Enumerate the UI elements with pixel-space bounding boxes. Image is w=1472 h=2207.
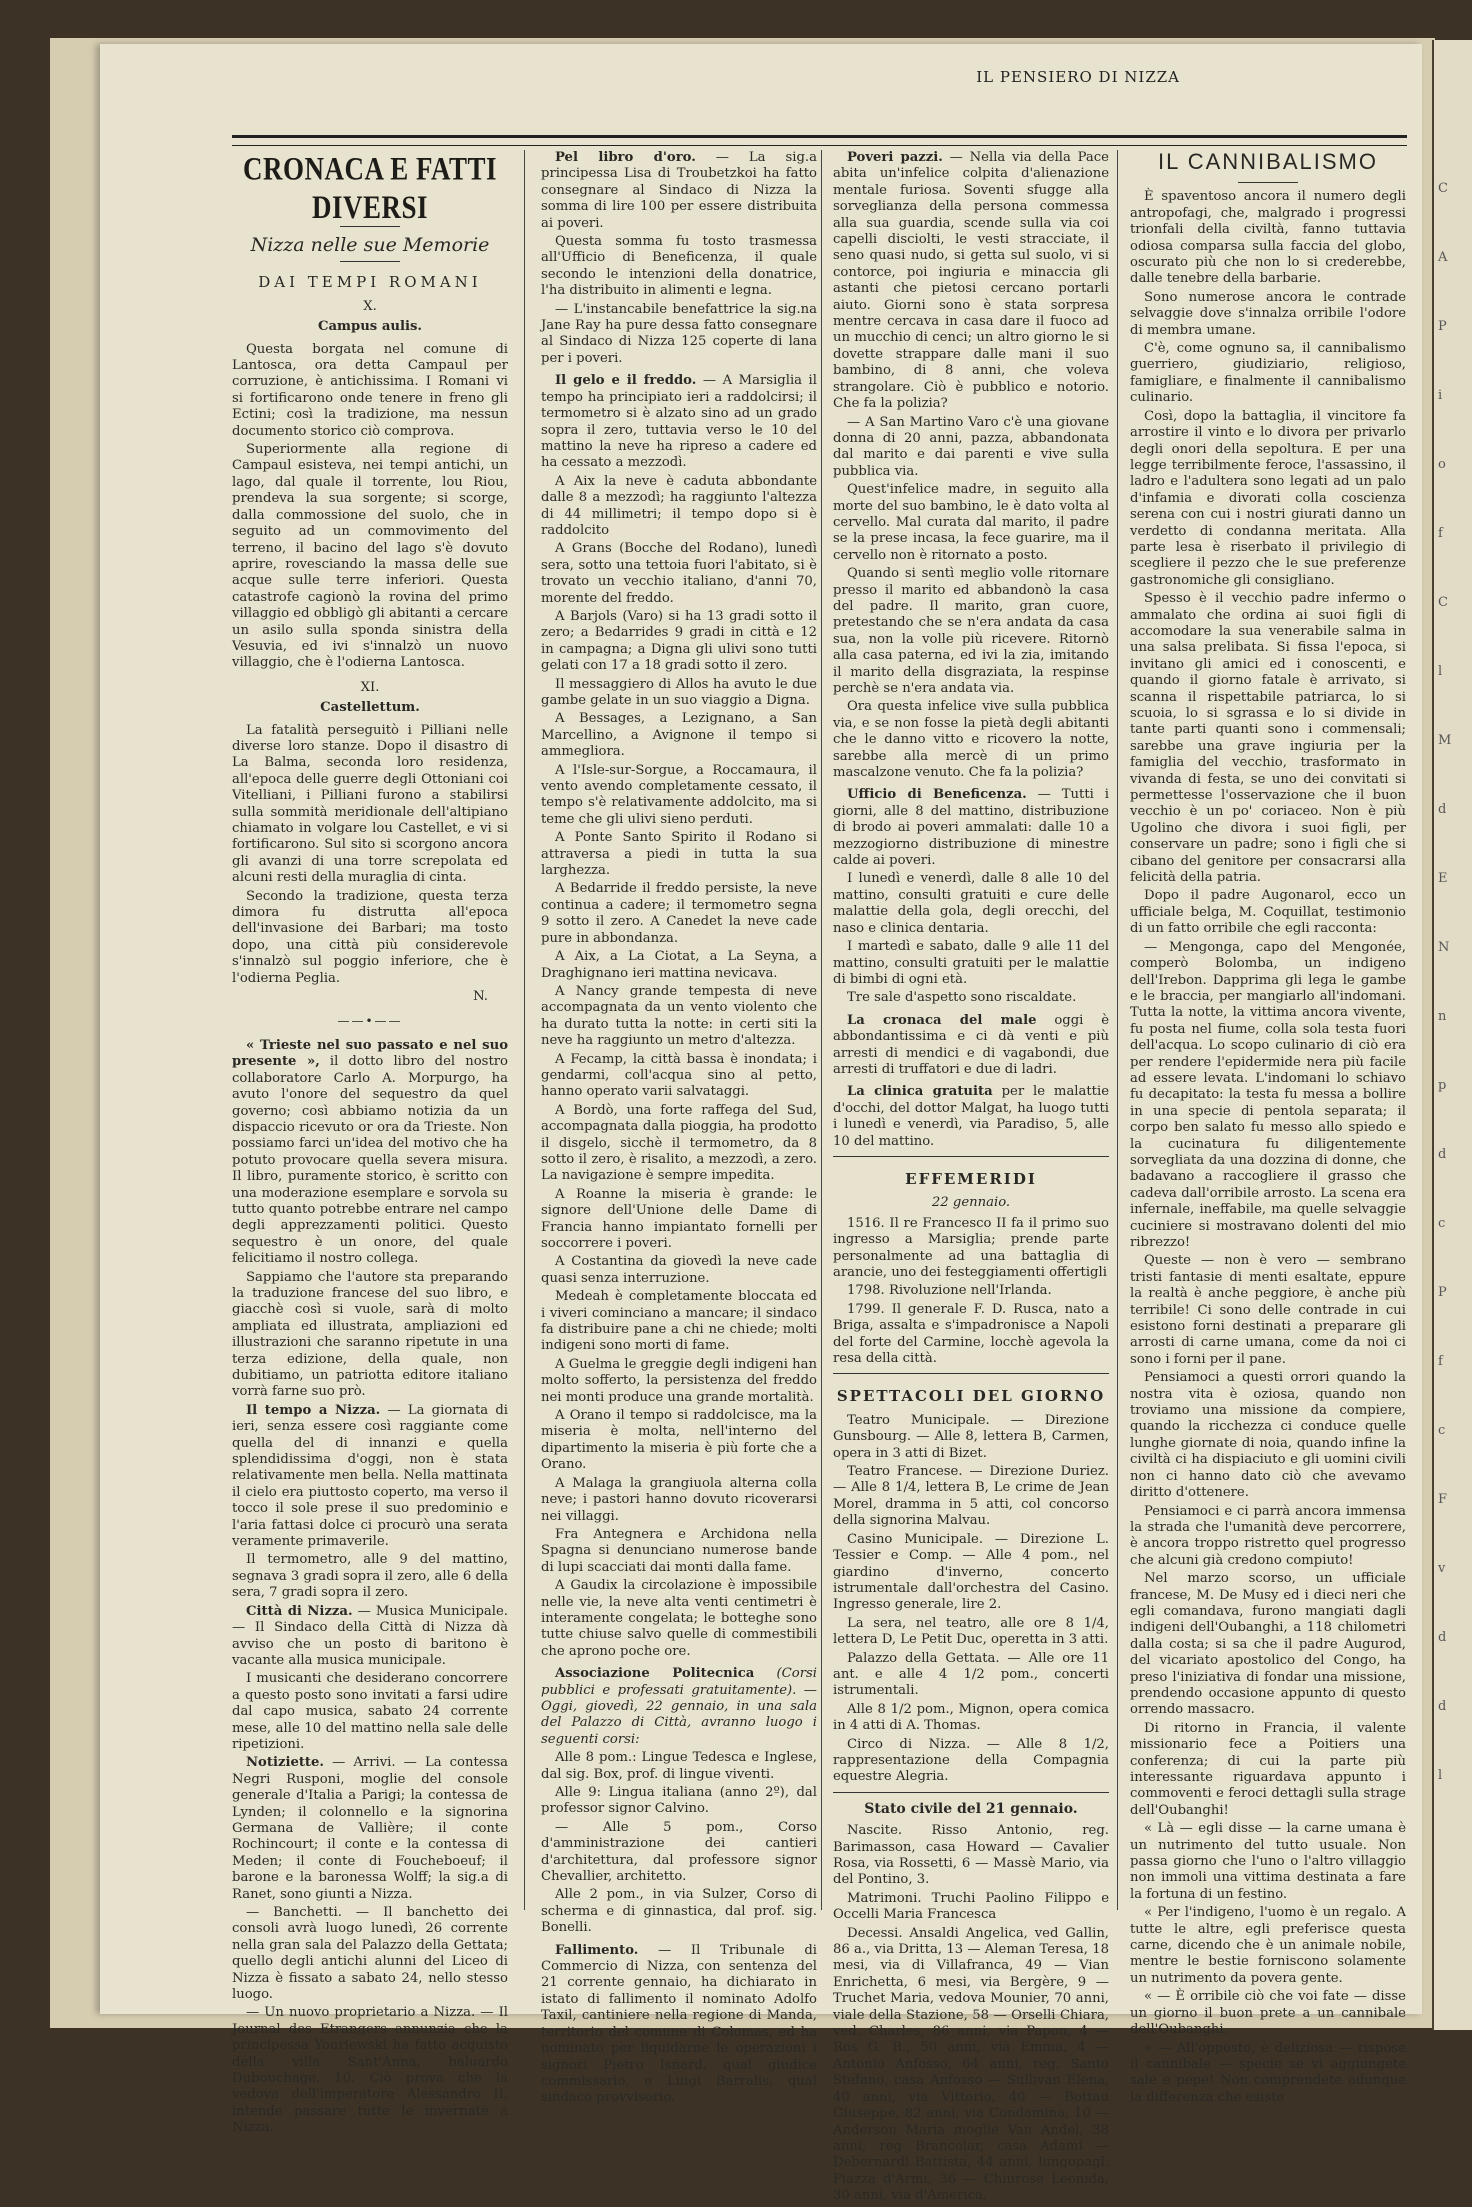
adjacent-page-fragment: o — [1438, 457, 1446, 472]
adjacent-page-fragment: p — [1438, 1078, 1447, 1093]
paragraph: Di ritorno in Francia, il valente missionario fece a Poitiers una conferenza; di cui la parte più interessante riguardava appunto i commoventi e feroci dettagli sulla strage dell'Oubanghi! — [1130, 1720, 1406, 1818]
series-title: DAI TEMPI ROMANI — [258, 273, 482, 292]
column-2 — [541, 150, 817, 2109]
paragraph: A Aix, a La Ciotat, a La Seyna, a Draghignano ieri mattina nevicava. — [541, 949, 817, 981]
paragraph: C'è, come ognuno sa, il cannibalismo guerriero, giudiziario, religioso, famigliare, e finalmente il cannibalismo culinario. — [1130, 341, 1406, 406]
adjacent-page-fragment: N — [1438, 940, 1450, 955]
paragraph: A Costantina da giovedì la neve cade quasi senza interruzione. — [541, 1254, 817, 1286]
adjacent-page-fragment: d — [1438, 1630, 1447, 1645]
paragraph: A Bordò, una forte raffega del Sud, accompagnata dalla pioggia, ha prodotto il disgelo, sicchè il termometro, da 8 sotto il zero, è risalito, a mezzodì, a zero. La navigazione è sempre impedita. — [541, 1102, 817, 1184]
paragraph: 1516. Il re Francesco II fa il primo suo ingresso a Marsiglia; prende parte personalmente ad una battaglia di arancie, uno dei festeggiamenti offertigli — [833, 1215, 1109, 1280]
chapter-title: Castellettum. — [320, 700, 420, 716]
paragraph: A Aix la neve è caduta abbondante dalle 8 a mezzodì; ha raggiunto l'altezza di 44 millimetri; il tempo dopo si è raddolcito — [541, 473, 817, 538]
paragraph: Alle 2 pom., in via Sulzer, Corso di scherma e di ginnastica, dal prof. sig. Bonelli. — [541, 1887, 817, 1936]
paragraph: Teatro Municipale. — Direzione Gunsbourg. — Alle 8, lettera B, Carmen, opera in 3 atti di Bizet. — [833, 1412, 1109, 1461]
paragraph: Questa somma fu tosto trasmessa all'Ufficio di Beneficenza, il quale secondo le intenzioni della donatrice, l'ha distribuito in alimenti e legna. — [541, 234, 817, 299]
paragraph: « Là — egli disse — la carne umana è un nutrimento del tutto usuale. Non passa giorno che l'uno o l'altro villaggio non immoli una vittima destinata a fare la fortuna di un festino. — [1130, 1821, 1406, 1902]
column-1 — [232, 150, 508, 2139]
section-title: CRONACA E FATTI DIVERSI — [242, 150, 498, 226]
adjacent-page-fragment: f — [1438, 1354, 1443, 1369]
article-gelo — [541, 373, 817, 471]
article-body: — A Marsiglia il tempo ha principiato ieri a raddolcirsi; il termometro si è alzato sino ad un grado sopra il zero, tuttavia verso le 10 del mattino la neve ha ripreso a cadere ed ha cessato a mezzodì. — [541, 373, 817, 471]
paragraph: È spaventoso ancora il numero degli antropofagi, che, malgrado i progressi trionfali della civiltà, fanno tuttavia odiosa comparsa sulla faccia del globo, oscurato più che non lo si crederebbe, dalle tenebre della barbarie. — [1130, 189, 1406, 287]
paragraph: A Bedarride il freddo persiste, la neve continua a cadere; il termometro segna 9 sotto il zero. A Canedet la neve cade pure in abbondanza. — [541, 881, 817, 946]
paragraph: Pensiamoci a questi orrori quando la nostra vita è oziosa, quando non troviamo una missione da compiere, quando la ricchezza ci conduce quelle lunghe giornate di noia, quando infine la civiltà ci ha dispiaciuto e gli uomini civili non ci hanno dato ciò che avevamo diritto d'ottenere. — [1130, 1370, 1406, 1501]
paragraph: Tre sale d'aspetto sono riscaldate. — [847, 990, 1077, 1006]
paragraph: I martedì e sabato, dalle 9 alle 11 del mattino, consulti gratuiti per le malattie di bimbi di ogni età. — [833, 939, 1109, 987]
divider — [833, 1792, 1109, 1793]
paragraph: La fatalità perseguitò i Pilliani nelle diverse loro stanze. Dopo il disastro di La Balma, seconda loro residenza, all'epoca delle guerre degli Ottoniani coi Vitelliani, i Pilliani furono a stabilirsi sulla sommità meridionale dell'altipiano chiamato in volgare lou Castellet, e vi si fortificarono. Sul sito si scorgono ancora gli avanzi di una torre screpolata ed alcuni resti della muraglia di cinta. — [232, 722, 508, 886]
adjacent-page-fragment: d — [1438, 1699, 1447, 1714]
article-body: per le malattie d'occhi, del dottor Malgat, ha luogo tutti i lunedì e venerdì, via Paradiso, 5, alle 10 del mattino. — [833, 1084, 1110, 1149]
adjacent-page-fragment: d — [1438, 1147, 1447, 1162]
paragraph: Fra Antegnera e Archidona nella Spagna si denunciano numerose bande di lupi scacciati dai monti dalla fame. — [541, 1526, 817, 1575]
article-head: Il gelo e il freddo. — [555, 373, 697, 389]
chapter-title: Campus aulis. — [318, 319, 422, 335]
article-head: Città di Nizza. — [246, 1603, 353, 1619]
signature: N. — [473, 989, 488, 1005]
chapter-number: XI. — [360, 679, 380, 695]
paragraph: A Bessages, a Lezignano, a San Marcellino, a Avignone il tempo si ammegliora. — [541, 711, 817, 760]
paragraph: 1798. Rivoluzione nell'Irlanda. — [847, 1283, 1052, 1299]
article-head: Fallimento. — [555, 1942, 639, 1958]
article-head: « Trieste nel suo passato e nel suo presente », — [232, 1037, 508, 1070]
paragraph: La sera, nel teatro, alle ore 8 1/4, lettera D, Le Petit Duc, operetta in 3 atti. — [833, 1615, 1109, 1648]
article-citta — [232, 1604, 508, 1670]
paragraph: Il termometro, alle 9 del mattino, segnava 3 gradi sopra il zero, alle 6 della sera, 7 gradi sopra il zero. — [232, 1552, 508, 1601]
paragraph: Sono numerose ancora le contrade selvaggie dove s'innalza orribile l'odore di membra umane. — [1130, 289, 1406, 338]
divider — [833, 1373, 1109, 1374]
adjacent-page-fragment: E — [1438, 871, 1448, 886]
divider — [340, 261, 400, 262]
adjacent-page-fragment: C — [1438, 595, 1448, 610]
paragraph: Questa borgata nel comune di Lantosca, ora detta Campaul per corruzione, è antichissima. I Romani vi si fortificarono onde tenere in freno gli Ectini; così la tradizione, ma nessun documento storico ciò comprova. — [232, 341, 508, 439]
paragraph: A Gaudix la circolazione è impossibile nelle vie, la neve alta venti centimetri è interamente congelata; le botteghe sono tutte chiuse salvo quelle di commestibili che aprono poche ore. — [541, 1578, 817, 1659]
article-body: — Arrivi. — La contessa Negri Rusponi, moglie del console generale d'Italia a Parigi; la contessa de Lynden; il colonnello e la signorina Germana de Vallière; il conte Rochincourt; il conte e la contessa di Meden; il conte di Foucheboeuf; il barone e la baronessa Wolff; la sig.a di Ranet, sono giunti a Nizza. — [232, 1755, 508, 1902]
paragraph: « — All'opposto, è deliziosa — rispose il cannibale — specie se vi aggiungete sale e pepe! Non comprendete adunque la differenza che esiste — [1130, 2040, 1406, 2105]
paragraph: A l'Isle-sur-Sorgue, a Roccamaura, il vento avendo completamente cessato, il tempo s'è relativamente addolcito, ma si teme che gli ulivi sieno perduti. — [541, 762, 817, 827]
running-head: IL PENSIERO DI NIZZA — [976, 68, 1180, 86]
article-head: Ufficio di Beneficenza. — [847, 787, 1027, 803]
paragraph: A Nancy grande tempesta di neve accompagnata da un vento violento che ha durato tutta la notte: in certi siti la neve ha raggiunto un metro d'altezza. — [541, 983, 817, 1049]
spettacoli-title: SPETTACOLI DEL GIORNO — [836, 1387, 1106, 1406]
article-head: Notiziette. — [246, 1755, 325, 1771]
adjacent-page-fragment: f — [1438, 526, 1443, 541]
paragraph: Alle 8 1/2 pom., Mignon, opera comica in 4 atti di A. Thomas. — [833, 1701, 1109, 1734]
effemeridi-title: EFFEMERIDI — [905, 1169, 1037, 1188]
paragraph: Decessi. Ansaldi Angelica, ved Gallin, 86 a., via Dritta, 13 — Aleman Teresa, 18 mesi, via di Villafranca, 49 — Vian Enrichetta, 6 mesi, via Bergère, 9 — Truchet Maria, vedova Mounier, 70 anni, viale della Stazione, 58 — Orselli Chiara, ved. Charles, 86 anni, via Papon, 4 — Ros G. B., 50 anni, via Emma, 4 — Antonio Anfosso, 64 anni, reg. Santo Stefano, casa Anfosso — Sullivan Elena, 40 anni, via Vittorio, 40 — Bottau Giuseppe, 82 anni, via Condamina, 10 — Anderson Maria moglie Van Andel, 38 anni, reg Brancolar, casa Adami — Debernardi Battista, 44 anni, lungopagl. Piazza d'Armi, 36 — Chiurose Leonida, 30 anni, via d'America. — [833, 1925, 1109, 2204]
paragraph: « Per l'indigeno, l'uomo è un regalo. A tutte le altre, egli preferisce questa carne, dicendo che è un animale nobile, mentre le bestie forniscono solamente un nutrimento da povera gente. — [1130, 1905, 1406, 1986]
paragraph: A Orano il tempo si raddolcisce, ma la miseria è molta, nell'interno del dipartimento la miseria è più forte che a Orano. — [541, 1408, 817, 1473]
article-associazione — [541, 1666, 817, 1748]
article-head: Il tempo a Nizza. — [246, 1402, 381, 1418]
paragraph: I musicanti che desiderano concorrere a questo posto sono invitati a farsi udire dal capo musica, sabato 24 corrente mese, alle 10 del mattino nella sale delle ripetizioni. — [232, 1671, 508, 1752]
article-body: — Tutti i giorni, alle 8 del mattino, distribuzione di brodo ai poveri ammalati: dalle 10 a mezzogiorno distribuzione di minestre calde ai poveri. — [833, 787, 1109, 869]
adjacent-page-fragment: i — [1438, 388, 1443, 403]
article-body: il dotto libro del nostro collaboratore Carlo A. Morpurgo, ha avuto l'onore del sequestro da quel governo; così abbiamo notizia da un dispaccio ricevuto or ora da Trieste. Non possiamo farci un'idea del motivo che ha potuto provocare quella severa misura. Il libro, puramente storico, è scritto con una moderazione esemplare e sorvola su tutto quanto potrebbe entrare nel campo degli apprezzamenti politici. Questo sequestro è un onore, del quale felicitiamo il nostro collega. — [232, 1054, 508, 1267]
article-head: La cronaca del male — [847, 1012, 1037, 1028]
column-4 — [1130, 150, 1406, 2108]
paragraph: Pensiamoci e ci parrà ancora immensa la strada che l'umanità deve percorrere, è ancora troppo ristretto quel progresso che alcuni già credono compiuto! — [1130, 1503, 1406, 1568]
page-header — [130, 68, 1410, 90]
paragraph: Matrimoni. Truchi Paolino Filippo e Occelli Maria Francesca — [833, 1890, 1109, 1923]
adjacent-page-fragment: c — [1438, 1216, 1446, 1231]
paragraph: Superiormente alla regione di Campaul esisteva, nei tempi antichi, un lago, dal quale il torrente, lou Riou, prendeva la sua sorgente; si scorge, dalla commossione del suolo, che in seguito ad un commovimento del terreno, il bacino del lago s'è dovuto aprire, rovesciando la massa delle sue acque sulle terre inferiori. Questa catastrofe cagionò la rovina del primo villaggio ed obbligò gli abitanti a cercare un asilo sulla sponda sinistra della Vesuvia, ed ivi s'innalzò un nuovo villaggio, che è l'odierna Lantosca. — [232, 442, 508, 671]
paragraph: Così, dopo la battaglia, il vincitore fa arrostire il vinto e lo divora per privarlo degli onori della sepoltura. E per una legge terribilmente feroce, l'assassino, il ladro e l'adultera sono legati ad un palo d'infamia e divorati colla coscienza serena con cui i nostri giurati danno un verdetto di condanna meritata. Alla parte lesa è riserbato il privilegio di scegliere il pezzo che le sue preferenze gastronomiche gli consigliano. — [1130, 408, 1406, 588]
paragraph: A Fecamp, la città bassa è inondata; i gendarmi, coll'acqua sino al petto, hanno operato varii salvataggi. — [541, 1051, 817, 1100]
paragraph: A Barjols (Varo) si ha 13 gradi sotto il zero; a Bedarrides 9 gradi in città e 12 in campagna; a Digna gli ulivi sono tutti gelati con 17 a 18 gradi sotto il zero. — [541, 608, 817, 674]
paragraph: A Guelma le greggie degli indigeni han molto sofferto, la persistenza del freddo nei monti produce una grande mortalità. — [541, 1356, 817, 1405]
paragraph: Secondo la tradizione, questa terza dimora fu distrutta all'epoca dell'invasione dei Barbari; ma tosto dopo, una città più considerevole s'innalzò sul poggio inferiore, che è l'odierna Peglia. — [232, 888, 508, 986]
paragraph: — Banchetti. — Il banchetto dei consoli avrà luogo lunedì, 26 corrente nella gran sala del Palazzo della Gettata; quello degli antichi alunni del Liceo di Nizza è fissato a sabato 24, nello stesso luogo. — [232, 1905, 508, 2003]
stato-civile-title: Stato civile del 21 gennaio. — [864, 1800, 1078, 1817]
article-head: Associazione Politecnica — [555, 1666, 755, 1682]
paragraph: Teatro Francese. — Direzione Duriez. — Alle 8 1/4, lettera B, Le crime de Jean Morel, dramma in 5 atti, col concorso della signorina Malvau. — [833, 1464, 1109, 1529]
column-divider — [821, 150, 822, 1910]
paragraph: Circo di Nizza. — Alle 8 1/2, rappresentazione della Compagnia equestre Alegria. — [833, 1736, 1109, 1785]
adjacent-page-fragment: v — [1438, 1561, 1446, 1576]
article-head: La clinica gratuita — [847, 1084, 993, 1100]
adjacent-page-fragment: C — [1438, 181, 1448, 196]
paragraph: Il messaggiero di Allos ha avuto le due gambe gelate in un suo viaggio a Digna. — [541, 676, 817, 708]
paragraph: Queste — non è vero — sembrano tristi fantasie di menti esaltate, eppure la realtà è anche peggiore, è anche più terribile! Ci sono delle contrade in cui esistono forni destinati a preparare gli arrosti di carne umana, come da noi ci sono i forni per il pane. — [1130, 1253, 1406, 1367]
column-divider — [524, 150, 525, 1910]
ornament: ——•—— — [337, 1014, 403, 1029]
paragraph: Alle 8 pom.: Lingue Tedesca e Inglese, dal sig. Box, prof. di lingue viventi. — [541, 1750, 817, 1782]
feature-title: IL CANNIBALISMO — [1158, 149, 1378, 174]
adjacent-page-fragment: P — [1438, 319, 1447, 334]
adjacent-page-fragment: l — [1438, 664, 1443, 679]
adjacent-page-fragment: M — [1438, 733, 1452, 748]
article-trieste — [232, 1038, 508, 1268]
paragraph: — L'instancabile benefattrice la sig.na Jane Ray ha pure dessa fatto consegnare al Sindaco di Nizza 125 coperte di lana per i poveri. — [541, 301, 817, 366]
paragraph: Ora questa infelice vive sulla pubblica via, e se non fosse la pietà degli abitanti che le danno vitto e ricovero la notte, sarebbe alla mercè di un primo mascalzone venuto. Che fa la polizia? — [833, 699, 1109, 781]
header-rule — [232, 135, 1407, 146]
paragraph: Nel marzo scorso, un ufficiale francese, M. De Musy ed i dieci neri che egli comandava, furono mangiati dagli indigeni dell'Oubanghi, a 118 chilometri dalla costa; si sa che il padre Augurod, del vicariato apostolico del Congo, ha preso l'iniziativa di fondar una missione, prendendo occasione appunto di questo orrendo massacro. — [1130, 1571, 1406, 1718]
adjacent-page-fragment: c — [1438, 1423, 1446, 1438]
article-ufficio — [833, 787, 1109, 869]
article-poveri-pazzi — [833, 150, 1109, 413]
divider — [1238, 182, 1298, 183]
article-tempo — [232, 1403, 508, 1551]
paragraph: Quest'infelice madre, in seguito alla morte del suo bambino, le è dato volta al cervello. Mal curata dal marito, il padre se la prese incasa, la fece guarire, ma il cervello non è ritornato a posto. — [833, 482, 1109, 563]
paragraph: 1799. Il generale F. D. Rusca, nato a Briga, assalta e s'impadronisce a Napoli del forte del Carmine, locchè agevola la resa della città. — [833, 1301, 1109, 1367]
adjacent-page-fragment: F — [1438, 1492, 1448, 1507]
paragraph: « — È orribile ciò che voi fate — disse un giorno il buon prete a un cannibale dell'Oubanghi. — [1130, 1989, 1406, 2038]
article-body: oggi è abbondantissima e ci dà venti e più arresti di mendici e di vagabondi, due arresti di truffatori e due di ladri. — [833, 1012, 1109, 1077]
paragraph: — Un nuovo proprietario a Nizza. — Il Journal des Etrangers annunzia che la principessa Youriewski ha fatto acquisto della villa Sant'Anna, baluardo Dubouchage, 10. Ciò prova che la vedova dell'imperatore Alessandro II, intende passare tutte le invernate a Nizza. — [232, 2005, 508, 2136]
paragraph: Spesso è il vecchio padre infermo o ammalato che ordina ai suoi figli di accomodare la sua venerabile salma in una salsa prelibata. Si fissa l'epoca, si invitano gli amici ed i conoscenti, e quando il giorno fatale è arrivato, si scanna il rispettabile patriarca, lo si scuoia, lo si sgrassa e lo si divide in tante parti quanti sono i commensali; sarebbe una grave ingiuria per la famiglia del vecchio, trasformato in vivanda di festa, se uno dei convitati si permettesse l'osservazione che il buon vecchio è un po' coriaceo. Non è più Ugolino che divora i suoi figli, per conservare un padre; sono i figli che si cibano del genitore per consacrarsi alla felicità della patria. — [1130, 591, 1406, 886]
paragraph: I lunedì e venerdì, dalle 8 alle 10 del mattino, consulti gratuiti e cure delle malattie della gola, degli orecchi, del naso e clinica dentaria. — [833, 871, 1109, 936]
article-head: Pel libro d'oro. — [555, 150, 696, 165]
article-fallimento — [541, 1943, 817, 2107]
paragraph: Sappiamo che l'autore sta preparando la traduzione francese del suo libro, e giacchè così si vuole, sarà di molto ampliata ed illustrata, ampliazioni ed illustrazioni che saranno ripetute in una terza edizione, della quale, non dubitiamo, un patriotta editore italiano vorrà farne suo prò. — [232, 1269, 508, 1400]
adjacent-page-edge — [1432, 40, 1472, 2030]
paragraph: — Alle 5 pom., Corso d'amministrazione dei cantieri d'architettura, dal professore signor Chevallier, architetto. — [541, 1819, 817, 1885]
chapter-number: X. — [363, 298, 377, 314]
article-libro-oro — [541, 150, 817, 232]
paragraph: A Ponte Santo Spirito il Rodano si attraversa a piedi in tutta la sua larghezza. — [541, 830, 817, 879]
article-body: — Nella via della Pace abita un'infelice colpita d'alienazione mentale furiosa. Soventi sfugge alla sorveglianza della persona commessa alla sua guardia, scende sulla via coi capelli disciolti, le vesti stracciate, il seno quasi nudo, si getta sul suolo, vi si contorce, poi ingiuria e minaccia gli astanti che pietosi cercano portarli aiuto. Giorni sono è stata sorpresa mentre cercava in casa dare il fuoco ad un mucchio di cenci; un altro giorno le si dovette strappare dalle mani il suo bambino, di 8 anni, che voleva strangolare. Ciò è pubblico e notorio. Che fa la polizia? — [833, 150, 1109, 412]
article-body: — La sig.a principessa Lisa di Troubetzkoi ha fatto consegnare al Sindaco di Nizza la somma di lire 100 per essere distribuita ai poveri. — [541, 150, 817, 231]
article-notiziette — [232, 1755, 508, 1903]
paragraph: Casino Municipale. — Direzione L. Tessier e Comp. — Alle 4 pom., nel giardino d'inverno, concerto istrumentale dall'orchestra del Casino. Ingresso generale, lire 2. — [833, 1531, 1109, 1613]
effemeridi-date: 22 gennaio. — [931, 1195, 1011, 1211]
adjacent-page-fragment: n — [1438, 1009, 1447, 1024]
article-body: — La giornata di ieri, senza essere così raggiante come quella del di innanzi e quella splendidissima d'oggi, non è stata relativamente men bella. Nella mattinata il cielo era piuttosto coperto, ma verso il tocco il sole prese il suo predominio e l'aria fattasi dolce ci procurò una serata veramente primaverile. — [232, 1402, 508, 1550]
article-body: — Musica Municipale. — Il Sindaco della Città di Nizza dà avviso che un posto di baritono è vacante alla musica municipale. — [232, 1603, 508, 1668]
paragraph: Palazzo della Gettata. — Alle ore 11 ant. e alle 4 1/2 pom., concerti istrumentali. — [833, 1650, 1109, 1699]
adjacent-page-fragment: d — [1438, 802, 1447, 817]
paragraph: — A San Martino Varo c'è una giovane donna di 20 anni, pazza, abbandonata dal marito e dai parenti e vive sulla pubblica via. — [833, 414, 1109, 479]
adjacent-page-fragment: A — [1438, 250, 1448, 265]
paragraph: — Mengonga, capo del Mengonée, comperò Bolomba, un indigeno dell'Irebon. Dapprima gli lega le gambe e le braccia, per mangiarlo all'indomani. Tutta la notte, la vittima ancora vivente, fu posta nel fiume, colla sola testa fuori dell'acqua. Lo scopo culinario di ciò era per rendere l'epidermide nera più facile ad essere levata. L'indomani lo schiavo fu decapitato: la testa fu messa a bollire in una specie di pentola separata; il corpo ben salato fu messo allo spiedo e la cucinatura fu diligentemente sorvegliata da una dozzina di donne, che badavano a raccogliere il grasso che cadeva dall'orribile arrosto. La scena era infernale, ineffabile, ma quelle selvaggie cuciniere si mostravano dolenti del mio ribrezzo! — [1130, 939, 1406, 1250]
paragraph: A Malaga la grangiuola alterna colla neve; i pastori hanno dovuto ricoverarsi nei villaggi. — [541, 1475, 817, 1524]
article-clinica — [833, 1084, 1109, 1150]
subtitle: Nizza nelle sue Memorie — [250, 234, 490, 256]
article-head: Poveri pazzi. — [847, 150, 943, 165]
paragraph: Medeah è completamente bloccata ed i viveri cominciano a mancare; il sindaco fa distribuire pane a chi ne chiede; molti indigeni sono morti di fame. — [541, 1289, 817, 1354]
paragraph: Quando si sentì meglio volle ritornare presso il marito ed abbandonò la casa del padre. Il marito, gran cuore, pretestando che se n'era andata da casa sua, non la volle più ricevere. Ritornò alla casa paterna, ed ivi la zia, imitando il marito della disgraziata, la respinse perchè se n'era andata via. — [833, 566, 1109, 696]
adjacent-page-fragment: P — [1438, 1285, 1447, 1300]
adjacent-page-fragment: l — [1438, 1768, 1443, 1783]
article-body: (Corsi pubblici e professati gratuitamente). — Oggi, giovedì, 22 gennaio, in una sala del Palazzo di Città, avranno luogo i seguenti corsi: — [541, 1666, 817, 1747]
column-divider — [1117, 150, 1118, 1910]
paragraph: A Roanne la miseria è grande: le signore dell'Unione delle Dame di Francia hanno impiantato fornelli per soccorrere i poveri. — [541, 1186, 817, 1251]
article-body: — Il Tribunale di Commercio di Nizza, con sentenza del 21 corrente gennaio, ha dichiarato in istato di fallimento il nominato Adolfo Taxil, cantiniere nella regione di Manda, territorio del comune di Colomas, ed ha nominato per liquidarne le operazioni i signori Pietro Isnard, qual giudice commissario, e Luigi Barralis, qual sindaco provvisorio. — [541, 1942, 817, 2106]
paragraph: A Grans (Bocche del Rodano), lunedì sera, sotto una tettoia fuori l'abitato, si è trovato un vecchio italiano, d'anni 70, morente del freddo. — [541, 541, 817, 606]
paragraph: Alle 9: Lingua italiana (anno 2º), dal professor signor Calvino. — [541, 1785, 817, 1817]
divider — [833, 1156, 1109, 1157]
paragraph: Nascite. Risso Antonio, reg. Barimasson, casa Howard — Cavalier Rosa, via Rossetti, 6 — Massè Mario, via del Pontino, 3. — [833, 1823, 1109, 1888]
article-cronaca — [833, 1013, 1109, 1079]
column-3 — [833, 150, 1109, 2207]
paragraph: Dopo il padre Augonarol, ecco un ufficiale belga, M. Coquillat, testimonio di un fatto orribile che egli racconta: — [1130, 888, 1406, 937]
